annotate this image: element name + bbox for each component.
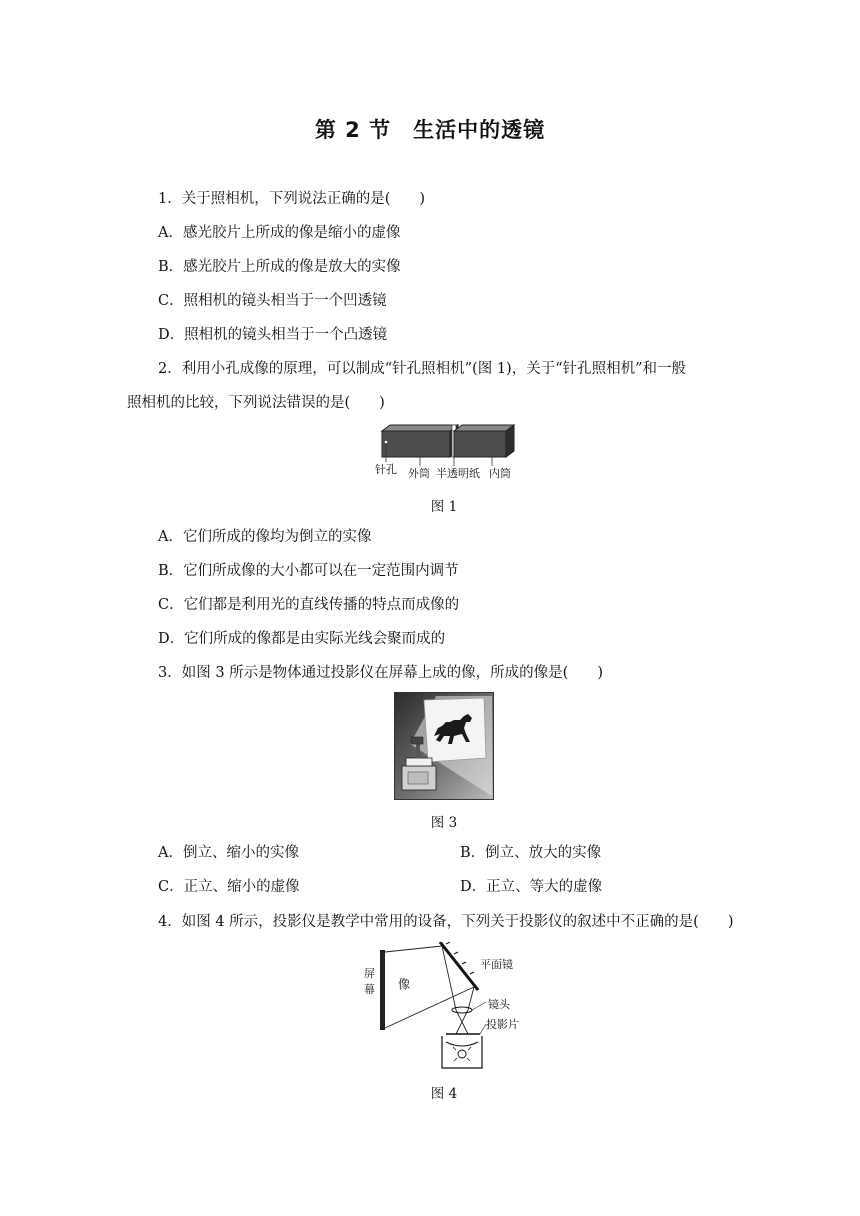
q1-option-d: D．照相机的镜头相当于一个凸透镜 <box>158 327 388 343</box>
q3-option-b: B．倒立、放大的实像 <box>460 845 602 861</box>
projector-photo-figure <box>394 692 494 800</box>
q2-option-c: C．它们都是利用光的直线传播的特点而成像的 <box>158 597 460 613</box>
q3-stem: 3．如图 3 所示是物体通过投影仪在屏幕上成的像，所成的像是( ) <box>158 665 603 681</box>
q1-option-a: A．感光胶片上所成的像是缩小的虚像 <box>158 225 401 241</box>
label-slide: 投影片 <box>486 1018 519 1031</box>
projector-housing <box>442 1036 482 1068</box>
q2-option-d: D．它们所成的像都是由实际光线会聚而成的 <box>158 631 446 647</box>
q1-stem: 1．关于照相机，下列说法正确的是( ) <box>158 191 426 207</box>
q2-stem-line1: 2．利用小孔成像的原理，可以制成“针孔照相机”(图 1)，关于“针孔照相机”和一般 <box>158 361 687 377</box>
plane-mirror <box>440 942 478 990</box>
q2-option-b: B．它们所成像的大小都可以在一定范围内调节 <box>158 563 459 579</box>
q4-stem: 4．如图 4 所示，投影仪是教学中常用的设备，下列关于投影仪的叙述中不正确的是( ) <box>158 914 734 930</box>
label-screen-2: 幕 <box>364 983 375 996</box>
q2-stem-line2: 照相机的比较，下列说法错误的是( ) <box>127 395 385 411</box>
q1-option-b: B．感光胶片上所成的像是放大的实像 <box>158 259 401 275</box>
label-screen-1: 屏 <box>364 967 375 980</box>
q1-option-c: C．照相机的镜头相当于一个凹透镜 <box>158 293 387 309</box>
label-translucent-paper: 半透明纸 <box>436 467 480 480</box>
projector-diagram-figure <box>356 942 536 1072</box>
label-lens: 镜头 <box>488 998 510 1011</box>
lamp-icon <box>458 1050 466 1058</box>
label-outer-tube: 外筒 <box>408 467 430 480</box>
lens <box>452 1007 472 1013</box>
label-image: 像 <box>398 977 411 991</box>
pinhole-dot <box>385 441 388 444</box>
page-title: 第 2 节 生活中的透镜 <box>314 118 546 142</box>
q3-option-a: A．倒立、缩小的实像 <box>158 845 299 861</box>
label-mirror: 平面镜 <box>480 958 513 971</box>
label-pinhole: 针孔 <box>375 463 397 476</box>
pinhole-camera-figure <box>368 422 528 484</box>
q2-option-a: A．它们所成的像均为倒立的实像 <box>158 529 372 545</box>
figure-4-caption: 图 4 <box>430 1086 458 1102</box>
q3-option-d: D．正立、等大的虚像 <box>460 879 603 895</box>
screen-bar <box>380 950 385 1030</box>
figure-3-caption: 图 3 <box>430 815 458 831</box>
label-inner-tube: 内筒 <box>489 467 511 480</box>
q3-option-c: C．正立、缩小的虚像 <box>158 879 300 895</box>
figure-1-caption: 图 1 <box>430 499 458 515</box>
